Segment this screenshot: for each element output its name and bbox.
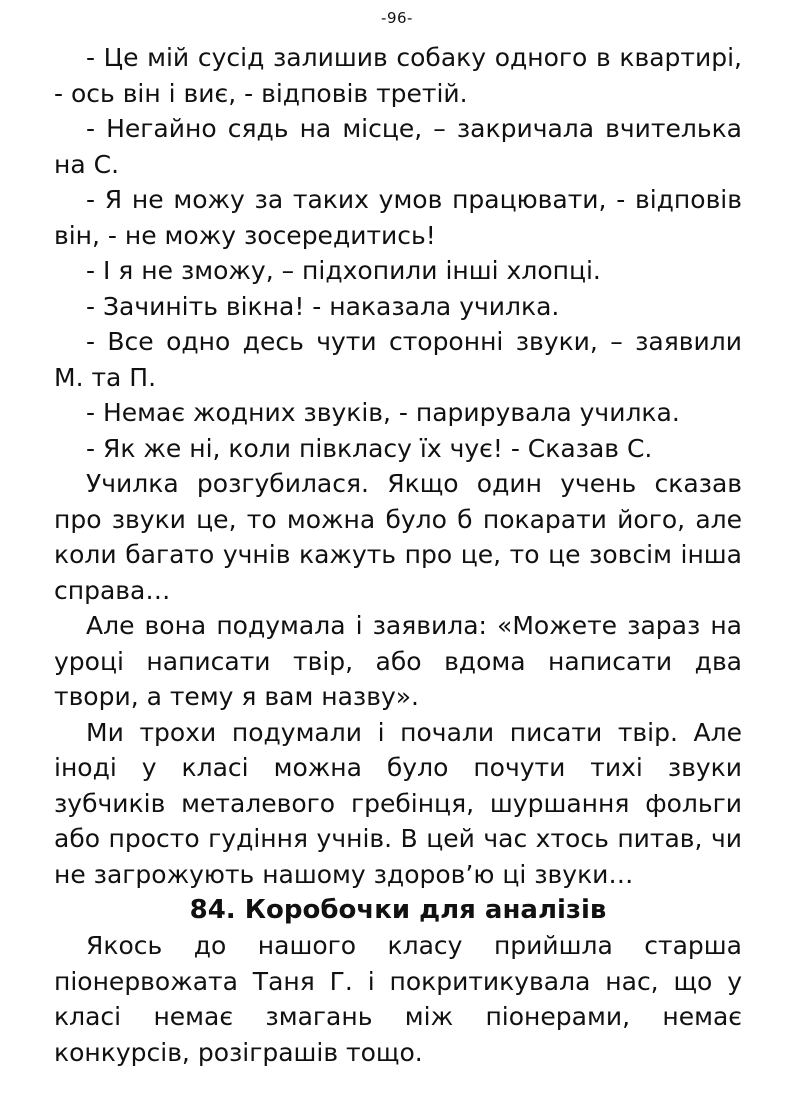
narrative-paragraph: Але вона подумала і заявила: «Можете зараз на уроці написати твір, або вдома написати два твори, а тему я вам назву». bbox=[54, 611, 742, 711]
dialogue-line: - Це мій сусід залишив собаку одного в квартирі, - ось він і виє, - відповів третій. bbox=[54, 43, 742, 108]
dialogue-line: - Негайно сядь на місце, – закричала вчителька на С. bbox=[54, 114, 742, 179]
body-text bbox=[54, 40, 742, 1070]
narrative-paragraph: Училка розгубилася. Якщо один учень сказав про звуки це, то можна було б покарати його, але коли багато учнів кажуть про це, то це зовсім інша справа… bbox=[54, 469, 742, 605]
page-number: -96- bbox=[381, 9, 413, 27]
narrative-paragraph: Якось до нашого класу прийшла старша піонервожата Таня Г. і покритикувала нас, що у класі немає змагань між піонерами, немає конкурсів, розіграшів тощо. bbox=[54, 931, 742, 1067]
dialogue-line: - Немає жодних звуків, - парирувала училка. bbox=[86, 398, 680, 427]
dialogue-line: - Все одно десь чути сторонні звуки, – заявили М. та П. bbox=[54, 327, 742, 392]
narrative-paragraph: Ми трохи подумали і почали писати твір. Але іноді у класі можна було почути тихі звуки зубчиків металевого гребінця, шуршання фольги або просто гудіння учнів. В цей час хтось питав, чи не загрожують нашому здоров’ю ці звуки… bbox=[54, 717, 742, 889]
dialogue-line: - І я не зможу, – підхопили інші хлопці. bbox=[86, 256, 601, 285]
section-heading: 84. Коробочки для аналізів bbox=[189, 895, 607, 925]
dialogue-line: - Зачиніть вікна! - наказала училка. bbox=[86, 291, 560, 321]
dialogue-line: - Як же ні, коли півкласу їх чує! - Сказав С. bbox=[86, 433, 653, 463]
dialogue-line: - Я не можу за таких умов працювати, - відповів він, - не можу зосередитись! bbox=[54, 185, 742, 250]
